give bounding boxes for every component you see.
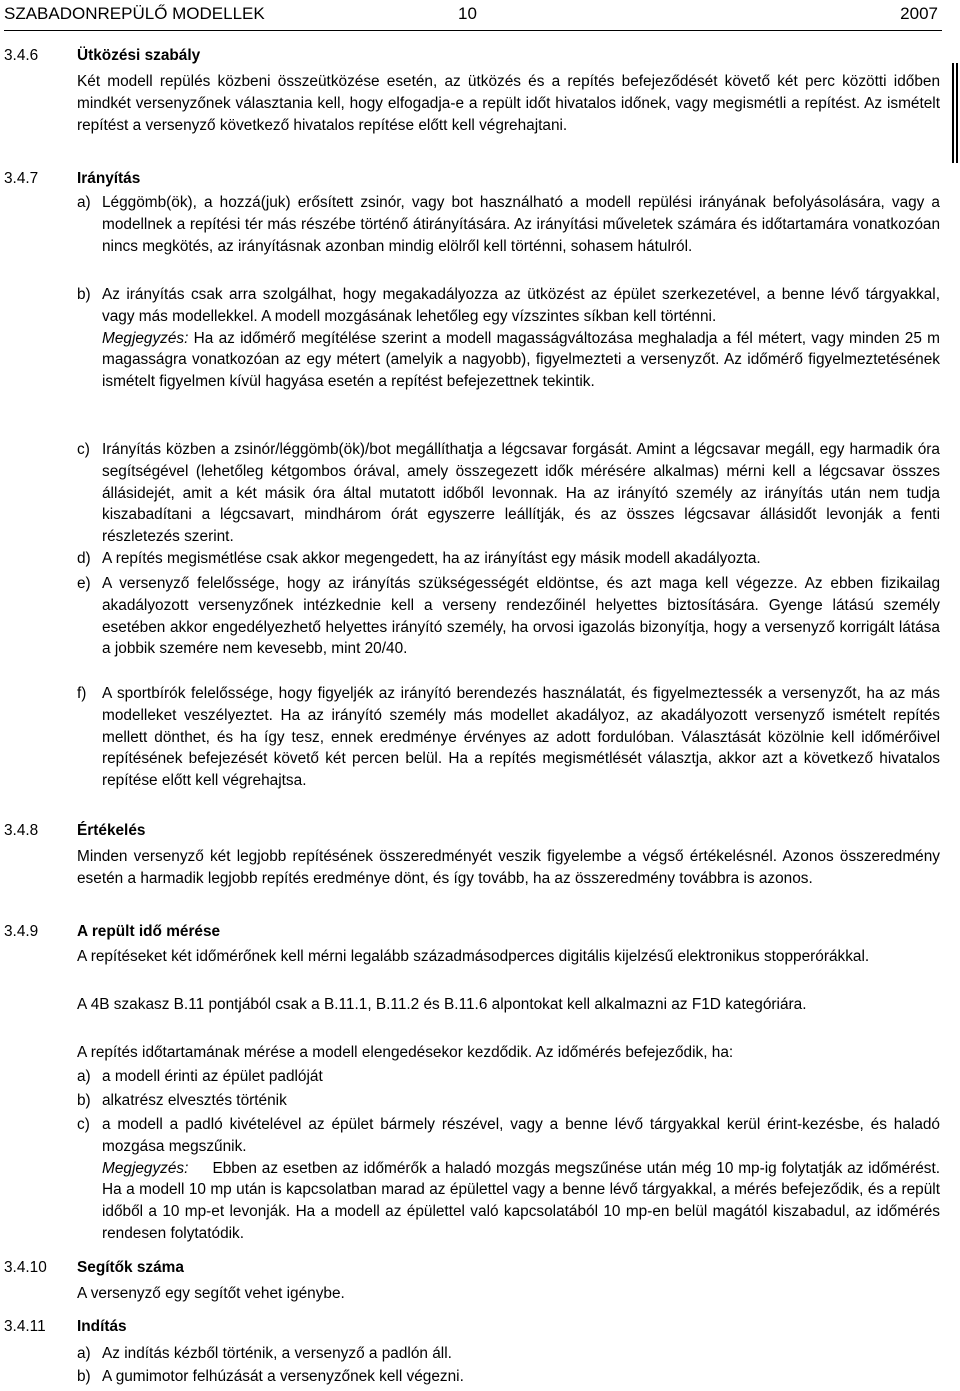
list-item-347-b <box>77 284 940 393</box>
list-item-3411-b <box>77 1366 940 1388</box>
section-number-348: 3.4.8 <box>4 822 39 839</box>
list-label: c) <box>77 1116 90 1133</box>
section-title-3411: Indítás <box>77 1318 127 1335</box>
section-349-paragraph-2: A 4B szakasz B.11 pontjából csak a B.11.1, B.11.2 és B.11.6 alpontokat kell alkalmazni az F1D kategóriára. <box>77 996 807 1013</box>
list-item-347-c <box>77 439 940 548</box>
header-rule <box>4 30 942 31</box>
section-349-paragraph-1: A repítéseket két időmérőnek kell mérni legalább századmásodperces digitális kijelzésű elektronikus stopperórákkal. <box>77 948 870 965</box>
list-label: b) <box>77 1092 91 1109</box>
note-label: Megjegyzés: <box>102 1159 189 1177</box>
note-text: Ebben az esetben az időmérők a haladó mozgás megszűnése után még 10 mp-ig folytatják az időmérést. Ha a modell 10 mp után is kapcsolatban marad az épülettel vagy a benne lévő tárgyakkal, a mérés befejeződik, és a repült időből a 10 mp-et levonják. Ha a modell az épülettel való kapcsolatából 10 mp-en belül magától kiszabadul, az időmérés rendesen folytatódik. <box>102 1159 945 1242</box>
list-text: A repítés megismétlése csak akkor megengedett, ha az irányítást egy másik modell akadályozta. <box>102 550 761 567</box>
list-item-347-f <box>77 683 940 792</box>
section-number-349: 3.4.9 <box>4 923 39 940</box>
list-text: A versenyző felelőssége, hogy az irányítás szükségességét eldöntse, és azt maga kell végezze. Az ebben fizikailag akadályozott versenyzőnek intézkednie kell a verseny rendezőinél helyettes biztosítására. Gyenge látású személy esetében akkor engedélyezhető helyettes irányító személy, ha orvosi igazolás bizonyítja, hogy a versenyző korrigált látása a jobbik szemére nem kevesebb, mint 20/40. <box>102 575 940 658</box>
list-label: a) <box>77 194 91 211</box>
section-title-349: A repült idő mérése <box>77 923 221 940</box>
note-paragraph <box>102 328 940 393</box>
section-349-paragraph-3: A repítés időtartamának mérése a modell elengedésekor kezdődik. Az időmérés befejeződik, ha: <box>77 1044 734 1061</box>
list-item-3411-a <box>77 1343 940 1365</box>
list-label: d) <box>77 550 91 567</box>
list-item-349-a <box>77 1066 940 1088</box>
header-title: SZABADONREPÜLŐ MODELLEK <box>4 4 265 23</box>
section-title-346: Ütközési szabály <box>77 47 201 64</box>
list-label: a) <box>77 1345 91 1362</box>
page-number: 10 <box>458 4 477 23</box>
section-346-text: Két modell repülés közbeni összeütközése esetén, az ütközés és a repítés befejeződését követő két perc közötti időben mindkét versenyzőnek választania kell, hogy elfogadja-e a repült időt hivatalos időnek, vagy megismétli a repítést. Az ismételt repítést a versenyző következő hivatalos repítése előtt kell végrehajtani. <box>77 73 940 134</box>
note-paragraph <box>102 1158 945 1245</box>
list-text: Léggömb(ök), a hozzá(juk) erősített zsinór, vagy bot használható a modell repülési irányának befolyásolására, vagy a modellnek a repítési tér más részébe történő átirányítására. Az irányítási műveletek számára és időtartamára vonatkozóan nincs megkötés, az irányításnak azonban mindig elölről kell történni, sohasem hátulról. <box>102 194 940 255</box>
section-348-text: Minden versenyző két legjobb repítésének összeredményét veszik figyelembe a végső értékelésnél. Azonos összeredmény esetén a harmadik legjobb repítés eredménye dönt, és így tovább, ha az összeredmény továbbra is azonos. <box>77 848 940 887</box>
list-text: A sportbírók felelőssége, hogy figyeljék az irányító berendezés használatát, és figyelmeztessék a versenyzőt, ha az más modelleket veszélyeztet. Ha az irányító személy más modellet akadályoz, az akadályozott versenyző ismételt repítés mellett dönthet, és ha így tesz, ennek eredménye érvényes az adott fordulóban. Választását közölnie kell időmérőivel repítésének befejezését követő két percen belül. Ha a repítés megismétlését választja, akkor azt a következő hivatalos repítése előtt kell végrehajtsa. <box>102 685 940 790</box>
section-title-3410: Segítők száma <box>77 1259 184 1276</box>
header-year: 2007 <box>900 4 938 23</box>
list-item-347-a <box>77 192 940 257</box>
list-label: b) <box>77 286 91 303</box>
list-label: f) <box>77 685 87 702</box>
page-header <box>4 2 938 28</box>
list-text: Az indítás kézből történik, a versenyző a padlón áll. <box>102 1345 452 1362</box>
list-item-347-d <box>77 548 940 570</box>
list-text: a modell érinti az épület padlóját <box>102 1068 323 1085</box>
section-number-3411: 3.4.11 <box>4 1318 46 1335</box>
list-text: Irányítás közben a zsinór/léggömb(ök)/bot megállíthatja a légcsavar forgását. Amint a légcsavar megáll, egy harmadik óra segítségével (lehetőleg kétgombos órával, amely összegezett idők mérésére alkalmas) mérni kell a légcsavar összes állásidejét, amit a két másik óra által mutatott időből levonnak. Ha az irányító személy az irányítás után nem tudja kiszabadítani a légcsavart, mindhárom órát egyszerre leállítják, és az összes légcsavar állásidőt levonják a fenti részletezés szerint. <box>102 441 940 546</box>
section-number-3410: 3.4.10 <box>4 1259 47 1276</box>
section-title-347: Irányítás <box>77 170 141 187</box>
list-label: c) <box>77 441 90 458</box>
list-text: A gumimotor felhúzását a versenyzőnek kell végezni. <box>102 1368 464 1385</box>
section-title-348: Értékelés <box>77 822 146 839</box>
list-text: Az irányítás csak arra szolgálhat, hogy megakadályozza az ütközést az épület szerkezetével, a benne lévő tárgyakkal, vagy más modellekkel. A modell mozgásának lehetőleg egy vízszintes síkban kell történni. <box>102 286 940 325</box>
list-item-349-c <box>77 1114 945 1245</box>
note-label: Megjegyzés: <box>102 329 189 347</box>
list-item-347-e <box>77 573 940 660</box>
list-item-349-b <box>77 1090 940 1112</box>
list-label: e) <box>77 575 91 592</box>
section-3410-text: A versenyző egy segítőt vehet igénybe. <box>77 1285 345 1302</box>
section-number-347: 3.4.7 <box>4 170 39 187</box>
list-text: a modell a padló kivételével az épület bármely részével, vagy a benne lévő tárgyakkal kerül érint-kezésbe, és haladó mozgása megszűnik. <box>102 1116 940 1155</box>
note-text: Ha az időmérő megítélése szerint a modell magasságváltozása meghaladja a fél métert, vagy minden 25 m magasságra vonatkozóan az egy métert (amelyik a nagyobb), figyelmezteti a versenyzőt. Az időmérő figyelmeztetésének ismételt figyelmen kívül hagyása esetén a repítést befejezettnek tekintik. <box>102 329 940 391</box>
list-text: alkatrész elvesztés történik <box>102 1092 287 1109</box>
list-label: a) <box>77 1068 91 1085</box>
list-label: b) <box>77 1368 91 1385</box>
change-bar-marks <box>952 63 958 163</box>
section-number-346: 3.4.6 <box>4 47 39 64</box>
